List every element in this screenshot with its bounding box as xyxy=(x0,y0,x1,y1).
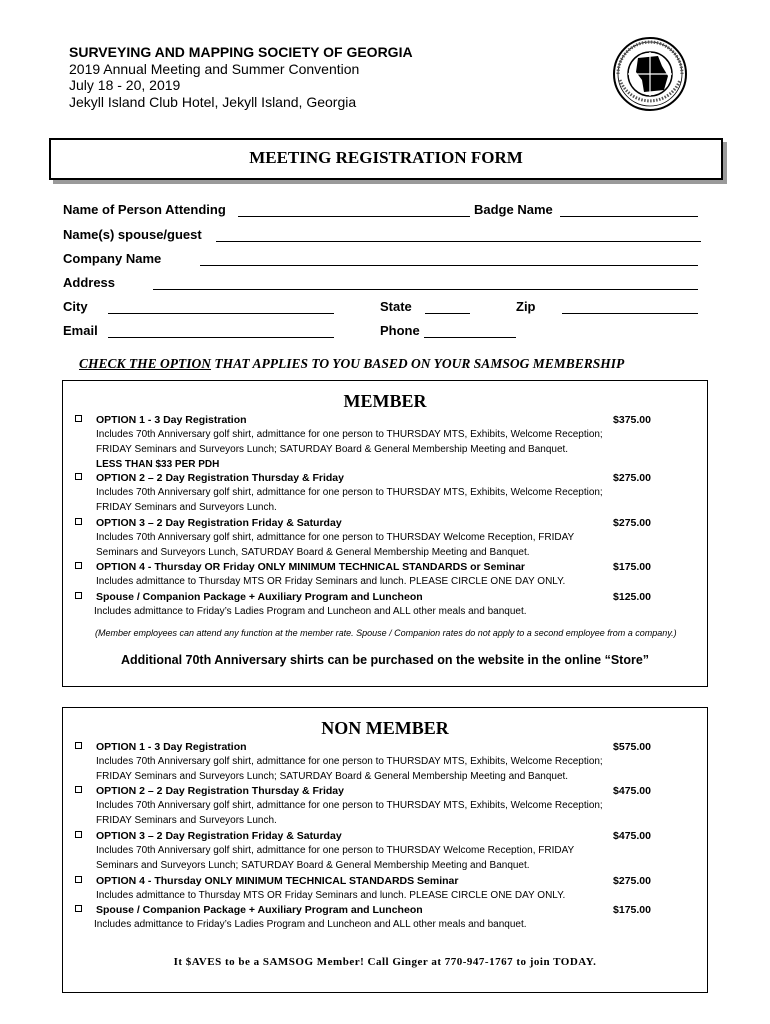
state-field[interactable] xyxy=(425,299,470,314)
checkbox[interactable] xyxy=(75,473,82,480)
option-desc: FRIDAY Seminars and Surveyors Lunch. xyxy=(96,815,277,826)
option-desc: Includes 70th Anniversary golf shirt, admittance for one person to THURSDAY MTS, Exhibits, Welcome Reception; xyxy=(96,487,603,498)
checkbox[interactable] xyxy=(75,876,82,883)
org-name: SURVEYING AND MAPPING SOCIETY OF GEORGIA xyxy=(69,44,413,60)
option-title: OPTION 4 - Thursday ONLY MINIMUM TECHNICAL STANDARDS Seminar xyxy=(96,875,459,887)
email-field[interactable] xyxy=(108,323,334,338)
option-title: OPTION 3 – 2 Day Registration Friday & Saturday xyxy=(96,517,342,529)
form-title: MEETING REGISTRATION FORM xyxy=(249,148,523,167)
member-heading: MEMBER xyxy=(343,391,427,411)
checkbox[interactable] xyxy=(75,518,82,525)
option-price: $475.00 xyxy=(613,785,651,797)
option-price: $575.00 xyxy=(613,741,651,753)
address-label: Address xyxy=(63,275,116,290)
option-price: $275.00 xyxy=(613,472,651,484)
checkbox[interactable] xyxy=(75,831,82,838)
checkbox[interactable] xyxy=(75,592,82,599)
option-desc: Includes 70th Anniversary golf shirt, admittance for one person to THURSDAY Welcome Reception, FRIDAY xyxy=(96,532,575,543)
city-field[interactable] xyxy=(108,299,334,314)
option-title: OPTION 1 - 3 Day Registration xyxy=(96,414,247,426)
option-price: $375.00 xyxy=(613,414,651,426)
option-price: $275.00 xyxy=(613,875,651,887)
address-field[interactable] xyxy=(153,275,698,290)
option-price: $175.00 xyxy=(613,561,651,573)
name-label: Name of Person Attending xyxy=(63,202,226,217)
state-label: State xyxy=(380,299,412,314)
instruction-emphasis: CHECK THE OPTION xyxy=(79,356,212,371)
phone-label: Phone xyxy=(380,323,420,338)
option-title: OPTION 4 - Thursday OR Friday ONLY MINIMUM TECHNICAL STANDARDS or Seminar xyxy=(96,561,525,573)
member-section xyxy=(62,380,708,687)
option-desc: Includes admittance to Thursday MTS OR Friday Seminars and lunch. PLEASE CIRCLE ONE DAY ONLY. xyxy=(96,890,566,901)
instruction-text: THAT APPLIES TO YOU BASED ON YOUR SAMSOG MEMBERSHIP xyxy=(211,356,625,371)
spouse-label: Name(s) spouse/guest xyxy=(63,227,202,242)
option-title: Spouse / Companion Package + Auxiliary Program and Luncheon xyxy=(96,591,423,603)
option-price: $275.00 xyxy=(613,517,651,529)
option-desc: Includes admittance to Friday’s Ladies Program and Luncheon and ALL other meals and banquet. xyxy=(94,606,527,617)
company-label: Company Name xyxy=(63,251,162,266)
option-desc: Includes 70th Anniversary golf shirt, admittance for one person to THURSDAY MTS, Exhibits, Welcome Reception; xyxy=(96,800,603,811)
spouse-field[interactable] xyxy=(216,227,701,242)
name-field[interactable] xyxy=(238,202,470,217)
company-field[interactable] xyxy=(200,251,698,266)
letterhead xyxy=(69,44,413,110)
option-title: OPTION 3 – 2 Day Registration Friday & Saturday xyxy=(96,830,342,842)
option-price: $175.00 xyxy=(613,904,651,916)
membership-instruction xyxy=(79,356,624,372)
badge-label: Badge Name xyxy=(474,202,553,217)
event-dates: July 18 - 20, 2019 xyxy=(69,77,181,93)
checkbox[interactable] xyxy=(75,415,82,422)
checkbox[interactable] xyxy=(75,786,82,793)
option-title: OPTION 2 – 2 Day Registration Thursday & Friday xyxy=(96,472,344,484)
option-desc: Includes 70th Anniversary golf shirt, admittance for one person to THURSDAY MTS, Exhibits, Welcome Reception; xyxy=(96,429,603,440)
checkbox[interactable] xyxy=(75,905,82,912)
option-desc: FRIDAY Seminars and Surveyors Lunch. xyxy=(96,502,277,513)
society-seal-icon xyxy=(612,36,688,112)
event-name: 2019 Annual Meeting and Summer Convention xyxy=(69,60,360,77)
option-desc: Seminars and Surveyors Lunch, SATURDAY Board & General Membership Meeting and Banquet. xyxy=(96,547,530,558)
join-callout: It $AVES to be a SAMSOG Member! Call Ginger at 770-947-1767 to join TODAY. xyxy=(173,956,597,968)
option-desc: FRIDAY Seminars and Surveyors Lunch; SATURDAY Board & General Membership Meeting and Banquet. xyxy=(96,444,569,455)
option-note: LESS THAN $33 PER PDH xyxy=(96,459,220,470)
email-label: Email xyxy=(63,323,98,338)
option-price: $125.00 xyxy=(613,591,651,603)
nonmember-section xyxy=(62,707,708,993)
zip-label: Zip xyxy=(516,299,536,314)
shirts-note: Additional 70th Anniversary shirts can be purchased on the website in the online “Store” xyxy=(120,653,650,667)
checkbox[interactable] xyxy=(75,562,82,569)
zip-field[interactable] xyxy=(562,299,698,314)
option-desc: Includes admittance to Friday’s Ladies Program and Luncheon and ALL other meals and banquet. xyxy=(94,919,527,930)
option-desc: Seminars and Surveyors Lunch; SATURDAY Board & General Membership Meeting and Banquet. xyxy=(96,860,530,871)
event-venue: Jekyll Island Club Hotel, Jekyll Island, Georgia xyxy=(69,93,357,110)
option-title: OPTION 1 - 3 Day Registration xyxy=(96,741,247,753)
option-desc: FRIDAY Seminars and Surveyors Lunch; SATURDAY Board & General Membership Meeting and Banquet. xyxy=(96,771,569,782)
option-title: OPTION 2 – 2 Day Registration Thursday & Friday xyxy=(96,785,344,797)
form-title-box xyxy=(49,138,723,180)
phone-field[interactable] xyxy=(424,323,516,338)
checkbox[interactable] xyxy=(75,742,82,749)
option-desc: Includes 70th Anniversary golf shirt, admittance for one person to THURSDAY Welcome Reception, FRIDAY xyxy=(96,845,575,856)
option-price: $475.00 xyxy=(613,830,651,842)
city-label: City xyxy=(63,299,88,314)
member-employee-note: (Member employees can attend any function at the member rate. Spouse / Companion rates do not apply to a second employee from a company.) xyxy=(95,628,677,638)
badge-field[interactable] xyxy=(560,202,698,217)
option-desc: Includes 70th Anniversary golf shirt, admittance for one person to THURSDAY MTS, Exhibits, Welcome Reception; xyxy=(96,756,603,767)
option-desc: Includes admittance to Thursday MTS OR Friday Seminars and lunch. PLEASE CIRCLE ONE DAY ONLY. xyxy=(96,576,566,587)
nonmember-heading: NON MEMBER xyxy=(321,718,449,738)
option-title: Spouse / Companion Package + Auxiliary Program and Luncheon xyxy=(96,904,423,916)
